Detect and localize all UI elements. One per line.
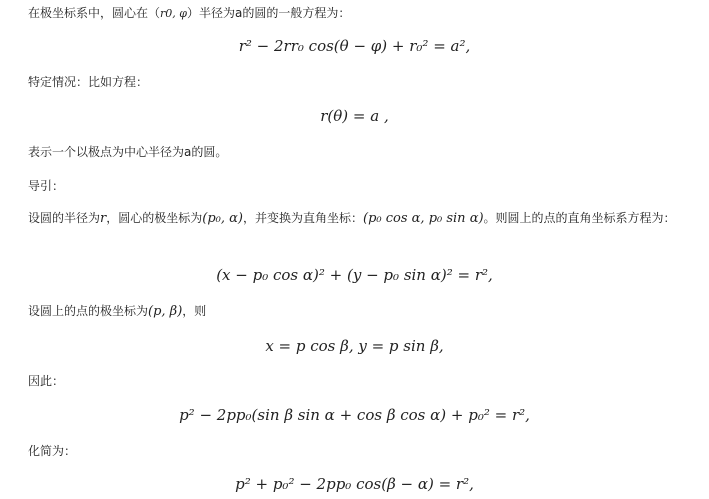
intro-text: 在极坐标系中，圆心在（r0, φ）半径为a的圆的一般方程为： [28,6,351,20]
therefore-text: 因此： [28,374,65,388]
point-polar-text: 设圆上的点的极坐标为(p, β)，则 [28,304,207,319]
equation-simplified: p² + p₀² − 2pp₀ cos(β − α) = r², [235,475,474,493]
equation-special-case: r(θ) = a , [320,107,389,125]
guide-heading: 导引： [28,179,65,193]
meaning-text: 表示一个以极点为中心半径为a的圆。 [28,145,228,159]
intro-center-math: r0, φ [160,7,187,20]
simplify-text: 化简为： [28,444,77,458]
equation-cartesian-circle: (x − p₀ cos α)² + (y − p₀ sin α)² = r², [216,266,493,284]
equation-expanded: p² − 2pp₀(sin β sin α + cos β cos α) + p₀² = r², [179,406,530,424]
equation-general-circle: r² − 2rr₀ cos(θ − φ) + r₀² = a², [238,37,471,55]
setup-paragraph: 设圆的半径为r，圆心的极坐标为(p₀, α)，并变换为直角坐标：(p₀ cos α, p₀ sin α)。则圆上的点的直角坐标系方程为： [28,211,676,226]
special-case-text: 特定情况：比如方程： [28,75,149,89]
equation-polar-conversion: x = p cos β, y = p sin β, [265,337,444,355]
